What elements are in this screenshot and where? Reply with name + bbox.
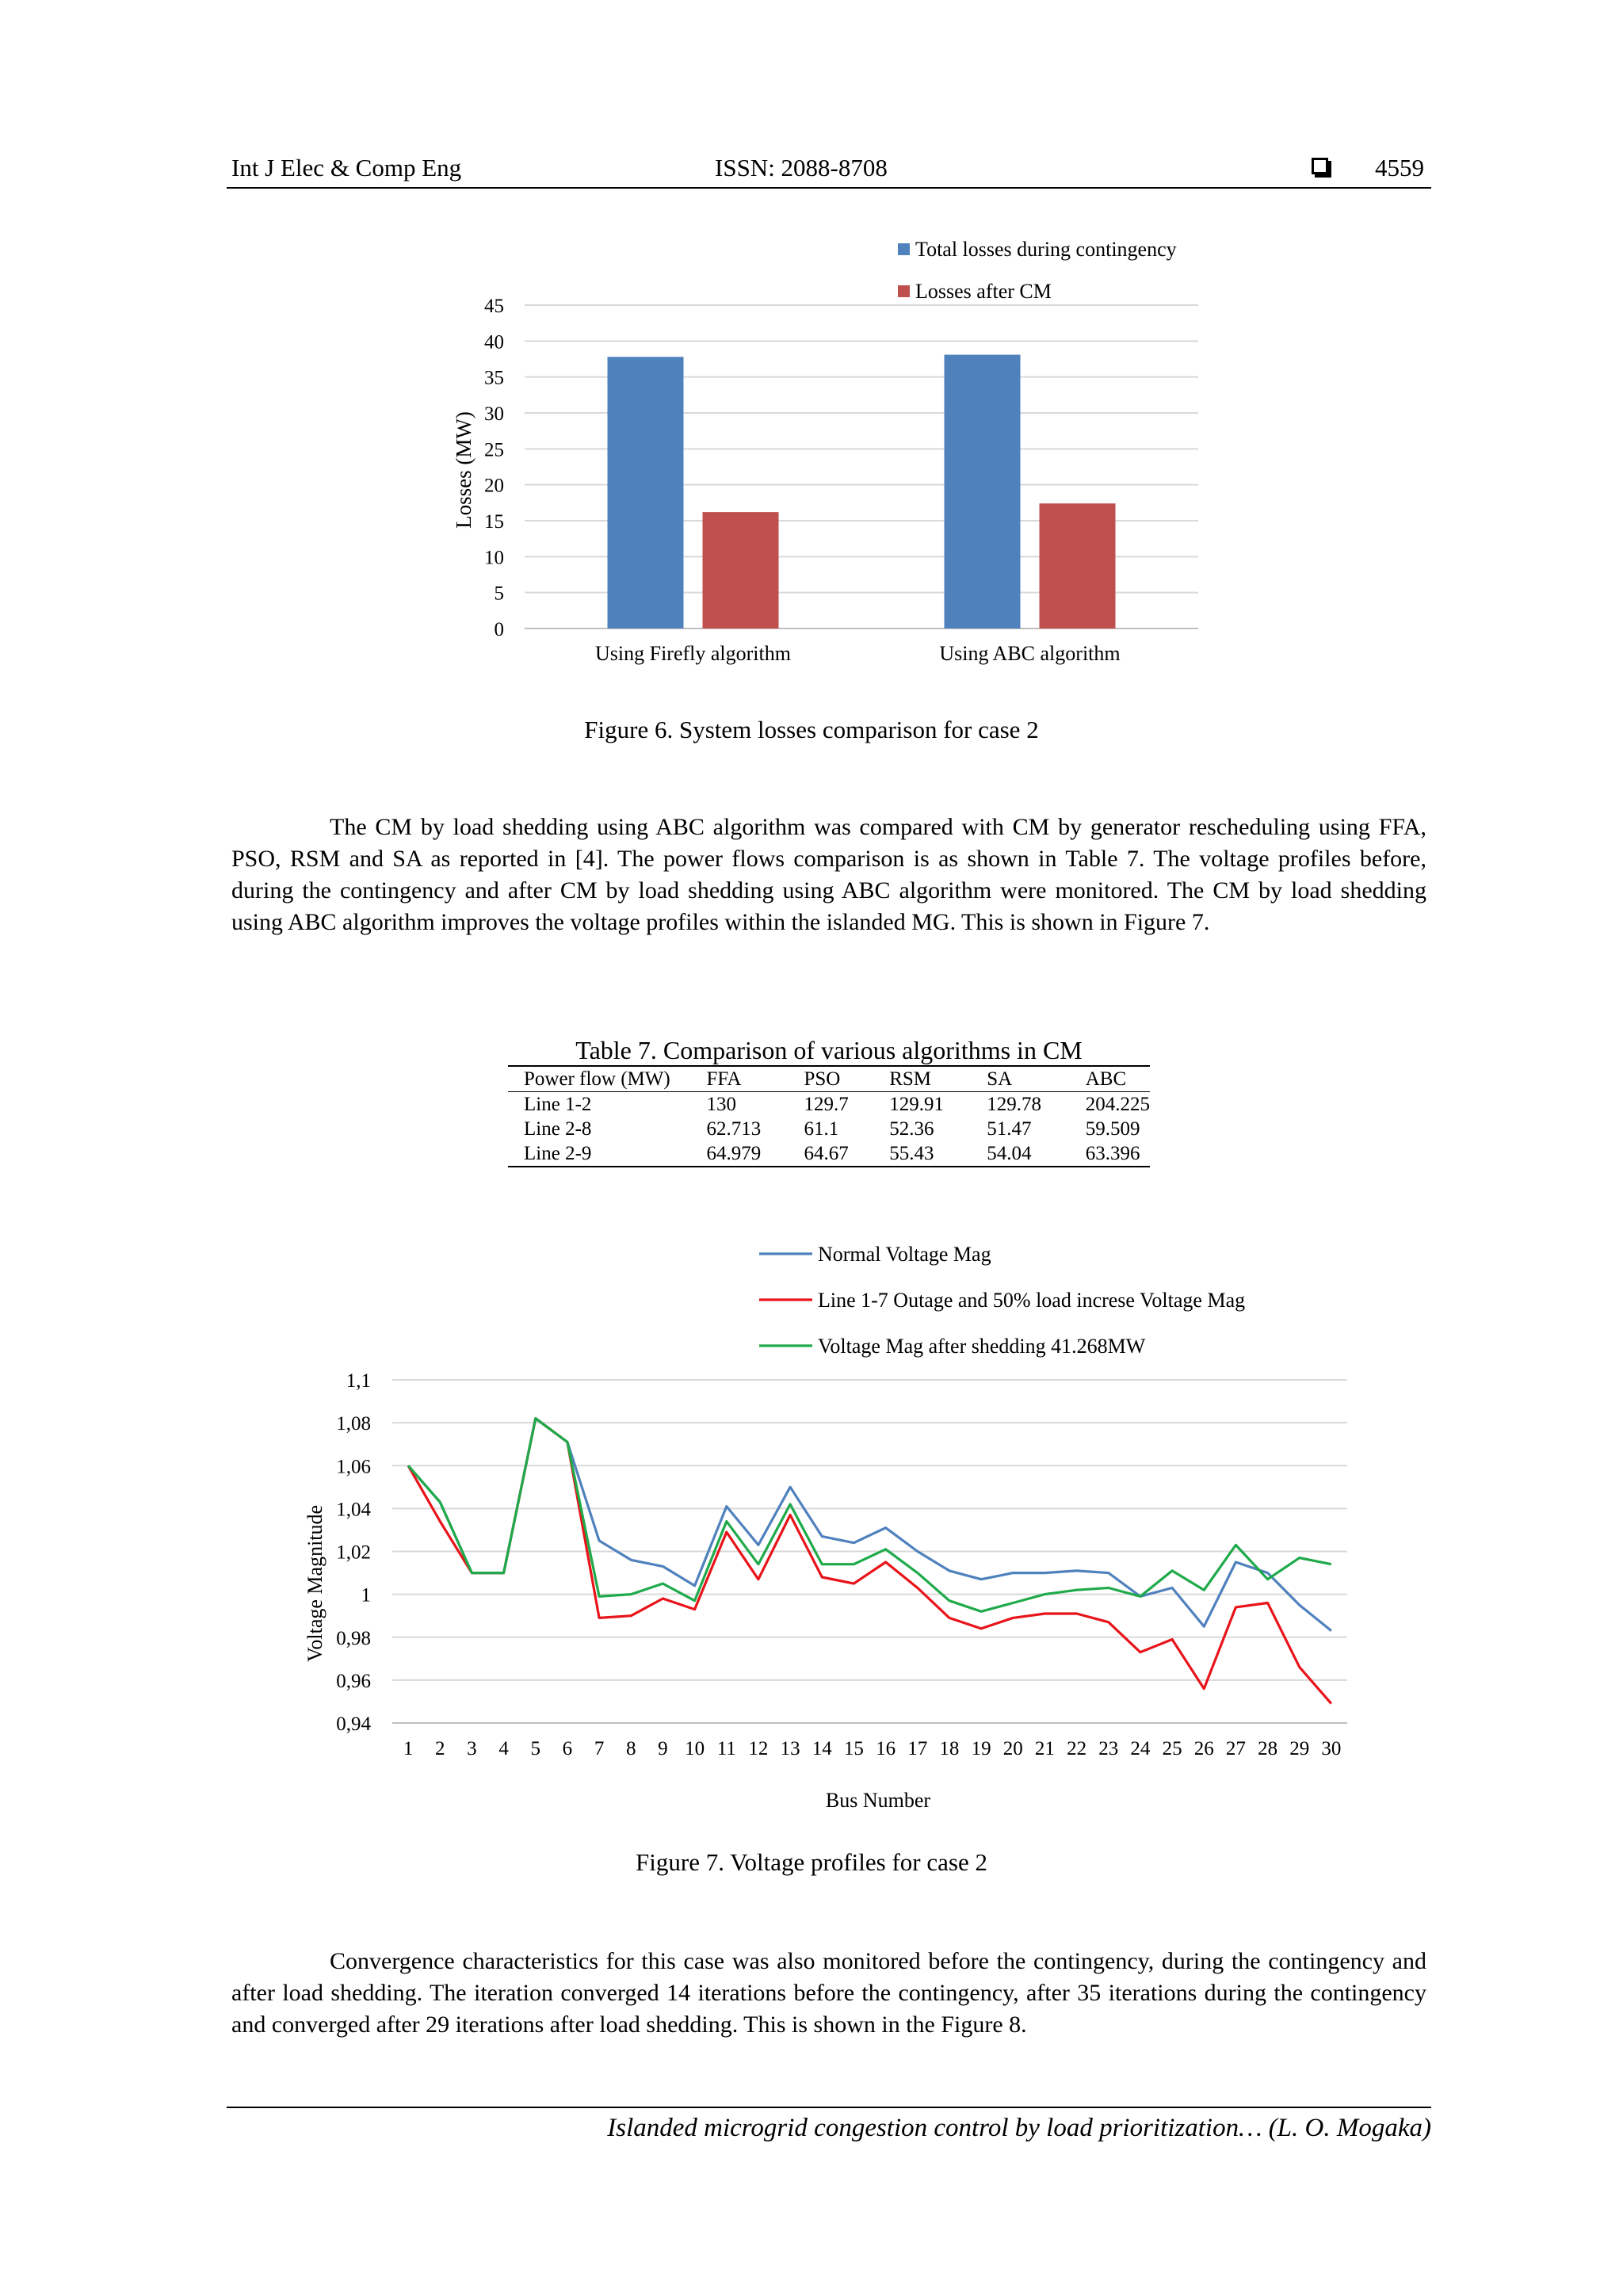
fig6-y-tick-label: 40 bbox=[484, 331, 504, 353]
fig7-x-tick-label: 6 bbox=[562, 1738, 573, 1759]
fig7-x-tick-label: 28 bbox=[1258, 1738, 1278, 1759]
table-cell: 63.396 bbox=[1085, 1143, 1140, 1164]
fig6-y-tick-label: 30 bbox=[484, 403, 504, 425]
table-header-cell: RSM bbox=[889, 1068, 932, 1090]
table-cell: Line 1-2 bbox=[524, 1094, 592, 1115]
fig7-x-tick-label: 17 bbox=[907, 1738, 928, 1759]
fig7-y-tick-label: 0,98 bbox=[336, 1627, 371, 1649]
paragraph-2-text: Convergence characteristics for this case was also monitored before the contingency, during the contingency and after load shedding. The iteration converged 14 iterations before the contingency, after 35 iterations during the contingency and converged after 29 iterations after load shedding. This is shown in the Figure 8. bbox=[231, 1948, 1426, 2038]
fig7-legend-label: Line 1-7 Outage and 50% load increse Voltage Mag bbox=[818, 1289, 1246, 1312]
running-foot-title: Islanded microgrid congestion control by load prioritization… (L. O. Mogaka) bbox=[607, 2114, 1431, 2142]
paragraph-1 bbox=[231, 812, 1426, 938]
fig7-x-tick-label: 9 bbox=[658, 1738, 668, 1759]
table-header-cell: Power flow (MW) bbox=[524, 1068, 670, 1090]
table-cell: 59.509 bbox=[1085, 1118, 1140, 1140]
running-head-journal: Int J Elec & Comp Eng bbox=[231, 154, 462, 181]
figure-6-bar-chart bbox=[0, 0, 1623, 713]
table-cell: 129.7 bbox=[804, 1094, 849, 1115]
table-cell: 129.91 bbox=[889, 1094, 944, 1115]
table-cell: Line 2-9 bbox=[524, 1143, 592, 1164]
fig6-y-tick-label: 5 bbox=[494, 583, 504, 605]
fig7-x-tick-label: 25 bbox=[1162, 1738, 1182, 1759]
fig7-y-tick-label: 1,02 bbox=[336, 1541, 371, 1564]
fig7-x-tick-label: 24 bbox=[1130, 1738, 1151, 1759]
fig7-x-tick-label: 12 bbox=[748, 1738, 769, 1759]
fig6-legend-label: Total losses during contingency bbox=[915, 238, 1177, 261]
fig6-bar-total-losses bbox=[945, 355, 1021, 628]
fig7-x-tick-label: 10 bbox=[685, 1738, 705, 1759]
fig7-x-tick-label: 21 bbox=[1034, 1738, 1055, 1759]
table-header-cell: SA bbox=[987, 1068, 1013, 1090]
fig7-x-tick-label: 7 bbox=[594, 1738, 605, 1759]
table-cell: 51.47 bbox=[987, 1118, 1032, 1140]
fig7-x-tick-label: 26 bbox=[1193, 1738, 1214, 1759]
running-head-issn: ISSN: 2088-8708 bbox=[715, 154, 888, 181]
fig7-x-tick-label: 3 bbox=[467, 1738, 477, 1759]
table-header-cell: FFA bbox=[706, 1068, 742, 1090]
fig7-y-tick-label: 0,94 bbox=[336, 1713, 371, 1735]
fig7-y-tick-label: 0,96 bbox=[336, 1670, 371, 1692]
table-cell: 54.04 bbox=[987, 1143, 1032, 1164]
fig6-y-tick-label: 15 bbox=[484, 511, 504, 533]
fig6-bar-losses-after-cm bbox=[703, 512, 779, 628]
fig7-y-tick-label: 1,06 bbox=[336, 1456, 371, 1478]
fig7-series-outage bbox=[408, 1419, 1331, 1704]
table-row bbox=[508, 1141, 1150, 1167]
table-cell: 64.67 bbox=[804, 1143, 849, 1164]
paragraph-1-text: The CM by load shedding using ABC algorithm was compared with CM by generator rescheduling using FFA, PSO, RSM and SA as reported in [4]. The power flows comparison is as shown in Table 7. The voltage profiles before, during the contingency and after CM by load shedding using ABC algorithm were monitored. The CM by load shedding using ABC algorithm improves the voltage profiles within the islanded MG. This is shown in Figure 7. bbox=[231, 814, 1426, 935]
fig7-x-tick-label: 27 bbox=[1225, 1738, 1246, 1759]
fig7-y-axis-label: Voltage Magnitude bbox=[304, 1504, 327, 1663]
footer-rule bbox=[227, 2107, 1431, 2108]
fig7-x-tick-label: 30 bbox=[1321, 1738, 1342, 1759]
table-cell: 129.78 bbox=[987, 1094, 1041, 1115]
fig7-legend-label: Voltage Mag after shedding 41.268MW bbox=[818, 1335, 1146, 1358]
fig6-y-tick-label: 35 bbox=[484, 367, 504, 389]
fig7-x-tick-label: 29 bbox=[1289, 1738, 1310, 1759]
fig7-x-tick-label: 1 bbox=[403, 1738, 414, 1759]
table-cell: 130 bbox=[706, 1094, 736, 1115]
table-header-cell: PSO bbox=[804, 1068, 841, 1090]
fig6-legend-label: Losses after CM bbox=[915, 280, 1052, 303]
figure-6-caption: Figure 6. System losses comparison for case 2 bbox=[584, 716, 1039, 743]
fig6-y-tick-label: 20 bbox=[484, 475, 504, 497]
fig6-x-category-label: Using ABC algorithm bbox=[939, 642, 1121, 665]
fig7-x-axis-label: Bus Number bbox=[825, 1789, 931, 1812]
fig7-x-tick-label: 13 bbox=[780, 1738, 800, 1759]
fig6-bar-losses-after-cm bbox=[1040, 503, 1116, 628]
table-cell: 55.43 bbox=[889, 1143, 934, 1164]
table-row bbox=[508, 1117, 1150, 1141]
fig6-y-tick-label: 45 bbox=[484, 296, 504, 317]
fig7-series-normal bbox=[408, 1419, 1331, 1631]
fig7-x-tick-label: 20 bbox=[1002, 1738, 1023, 1759]
fig7-y-tick-label: 1 bbox=[361, 1584, 371, 1606]
table-cell: Line 2-8 bbox=[524, 1118, 592, 1140]
table-cell: 64.979 bbox=[706, 1143, 762, 1164]
fig6-y-tick-label: 10 bbox=[484, 547, 504, 569]
table-7-grid bbox=[508, 1065, 1150, 1167]
fig7-x-tick-label: 11 bbox=[716, 1738, 736, 1759]
fig7-x-tick-label: 5 bbox=[530, 1738, 540, 1759]
fig7-y-tick-label: 1,1 bbox=[346, 1370, 371, 1392]
table-header-cell: ABC bbox=[1085, 1068, 1127, 1090]
fig7-x-tick-label: 8 bbox=[626, 1738, 636, 1759]
table-cell: 61.1 bbox=[804, 1118, 839, 1140]
fig7-x-tick-label: 4 bbox=[498, 1738, 509, 1759]
fig6-legend-swatch bbox=[898, 243, 910, 255]
paragraph-2 bbox=[231, 1946, 1426, 2041]
fig6-x-category-label: Using Firefly algorithm bbox=[595, 642, 791, 665]
fig7-legend-label: Normal Voltage Mag bbox=[818, 1243, 991, 1266]
fig6-legend-swatch bbox=[898, 285, 910, 297]
fig7-x-tick-label: 23 bbox=[1098, 1738, 1119, 1759]
figure-7-line-chart bbox=[0, 1221, 1623, 1823]
fig7-series-after-shedding bbox=[408, 1419, 1331, 1612]
fig7-x-tick-label: 16 bbox=[876, 1738, 896, 1759]
table-cell: 62.713 bbox=[706, 1118, 762, 1140]
table-row bbox=[508, 1092, 1150, 1117]
fig7-y-tick-label: 1,04 bbox=[336, 1499, 371, 1521]
fig7-x-tick-label: 19 bbox=[971, 1738, 991, 1759]
fig6-y-axis-label: Losses (MW) bbox=[452, 411, 475, 529]
fig6-y-tick-label: 25 bbox=[484, 439, 504, 461]
fig7-x-tick-label: 2 bbox=[435, 1738, 445, 1759]
table-cell: 204.225 bbox=[1085, 1094, 1150, 1115]
fig7-y-tick-label: 1,08 bbox=[336, 1413, 371, 1435]
fig7-x-tick-label: 14 bbox=[812, 1738, 832, 1759]
fig7-x-tick-label: 18 bbox=[939, 1738, 960, 1759]
table-7 bbox=[508, 1035, 1150, 1167]
table-cell: 52.36 bbox=[889, 1118, 934, 1140]
fig6-y-tick-label: 0 bbox=[494, 619, 504, 640]
fig7-x-tick-label: 15 bbox=[843, 1738, 864, 1759]
table-header-row bbox=[508, 1066, 1150, 1092]
fig6-bar-total-losses bbox=[608, 357, 684, 628]
figure-7-caption: Figure 7. Voltage profiles for case 2 bbox=[636, 1848, 987, 1876]
fig7-x-tick-label: 22 bbox=[1067, 1738, 1087, 1759]
page-number: 4559 bbox=[1375, 154, 1424, 181]
table-7-caption: Table 7. Comparison of various algorithms in CM bbox=[575, 1036, 1083, 1064]
